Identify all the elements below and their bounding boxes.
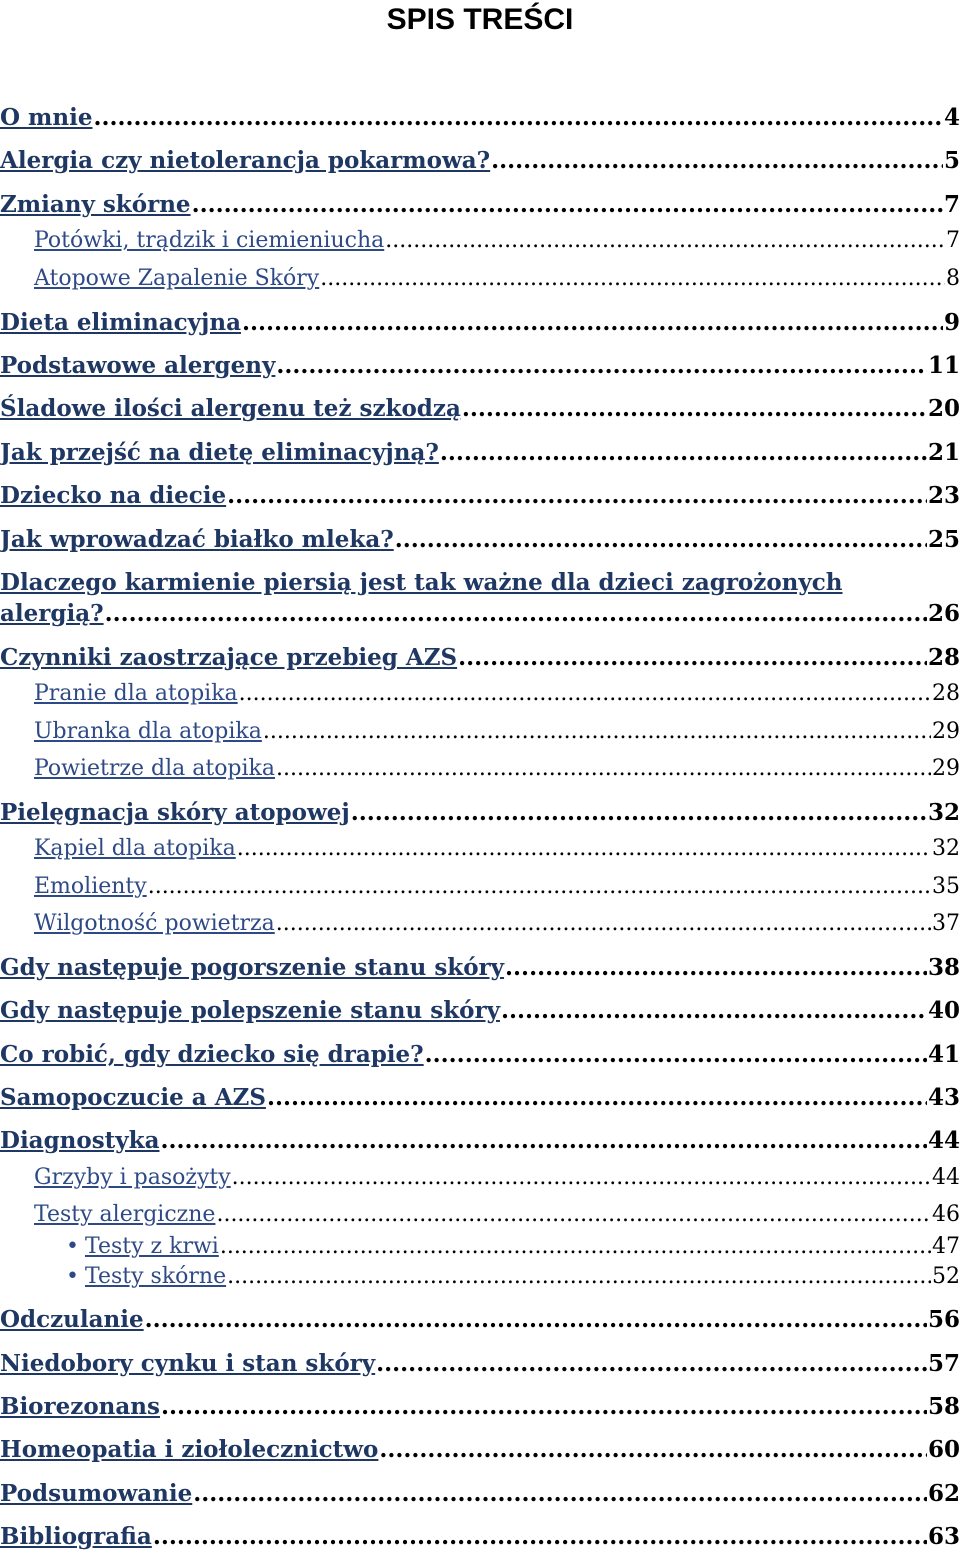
- toc-entry-label[interactable]: Potówki, trądzik i ciemieniucha: [34, 228, 385, 253]
- toc-page-number: 5: [943, 147, 960, 174]
- toc-entry-label[interactable]: Bibliografia: [0, 1523, 152, 1550]
- toc-entry-drapie[interactable]: [0, 1041, 960, 1068]
- dot-leader: [263, 719, 931, 744]
- dot-leader: [425, 1041, 927, 1068]
- dot-leader: [458, 644, 927, 671]
- toc-entry-label[interactable]: Gdy następuje pogorszenie stanu skóry: [0, 954, 505, 981]
- toc-subentry-potowki[interactable]: [0, 228, 960, 253]
- toc-entry-bialko[interactable]: [0, 526, 960, 553]
- dot-leader: [267, 1084, 927, 1111]
- toc-page-number: 44: [927, 1127, 960, 1154]
- dot-leader: [239, 681, 931, 706]
- toc-page-number: 63: [927, 1523, 960, 1550]
- toc-page-number: 25: [927, 526, 960, 553]
- toc-entry-label[interactable]: alergią?: [0, 600, 104, 627]
- toc-entry-alergia[interactable]: [0, 147, 960, 174]
- toc-entry-cynk[interactable]: [0, 1350, 960, 1377]
- toc-entry-odczulanie[interactable]: [0, 1306, 960, 1333]
- dot-leader: [276, 756, 931, 781]
- bullet-icon: •: [66, 1234, 79, 1259]
- dot-leader: [237, 836, 931, 861]
- toc-page-number: 4: [943, 104, 960, 131]
- toc-subentry-ubranka[interactable]: [0, 719, 960, 744]
- dot-leader: [93, 104, 943, 131]
- dot-leader: [462, 395, 927, 422]
- toc-page-number: 9: [943, 309, 960, 336]
- toc-page-number: 44: [932, 1165, 960, 1190]
- dot-leader: [385, 228, 945, 253]
- dot-leader: [379, 1436, 927, 1463]
- toc-entry-jak-przejsc[interactable]: [0, 439, 960, 466]
- toc-entry-label[interactable]: Dziecko na diecie: [0, 482, 227, 509]
- toc-subsubentry-testy-skorne[interactable]: [0, 1264, 960, 1289]
- toc-entry-o-mnie[interactable]: [0, 104, 960, 131]
- bullet-icon: •: [66, 1264, 79, 1289]
- toc-entry-label[interactable]: Wilgotność powietrza: [34, 911, 275, 936]
- toc-page-number: 37: [932, 911, 960, 936]
- toc-entry-homeopatia[interactable]: [0, 1436, 960, 1463]
- toc-entry-label[interactable]: Śladowe ilości alergenu też szkodzą: [0, 395, 461, 422]
- toc-entry-label[interactable]: Zmiany skórne: [0, 191, 191, 218]
- toc-entry-label[interactable]: Dieta eliminacyjna: [0, 309, 241, 336]
- toc-entry-karmienie[interactable]: [0, 600, 960, 627]
- toc-page-number: 29: [932, 719, 960, 744]
- toc-entry-label[interactable]: Pielęgnacja skóry atopowej: [0, 799, 350, 826]
- toc-subentry-grzyby[interactable]: [0, 1165, 960, 1190]
- toc-entry-label[interactable]: Testy alergiczne: [34, 1202, 216, 1227]
- dot-leader: [227, 482, 927, 509]
- dot-leader: [161, 1393, 927, 1420]
- toc-entry-label[interactable]: Co robić, gdy dziecko się drapie?: [0, 1041, 424, 1068]
- dot-leader: [351, 799, 927, 826]
- toc-entry-sladowe[interactable]: [0, 395, 960, 422]
- toc-page-number: 32: [932, 836, 960, 861]
- toc-entry-label[interactable]: Testy z krwi: [84, 1234, 219, 1259]
- dot-leader: [440, 439, 927, 466]
- toc-entry-label[interactable]: Alergia czy nietolerancja pokarmowa?: [0, 147, 491, 174]
- toc-page-number: 21: [927, 439, 960, 466]
- toc-entry-label[interactable]: Czynniki zaostrzające przebieg AZS: [0, 644, 458, 671]
- toc-entry-polepszenie[interactable]: [0, 997, 960, 1024]
- toc-page-number: 52: [932, 1264, 960, 1289]
- toc-entry-label[interactable]: Ubranka dla atopika: [34, 719, 262, 744]
- toc-entry-label[interactable]: Testy skórne: [84, 1264, 227, 1289]
- toc-entry-podsumowanie[interactable]: [0, 1480, 960, 1507]
- toc-entry-label[interactable]: Podstawowe alergeny: [0, 352, 276, 379]
- toc-entry-biorezonans[interactable]: [0, 1393, 960, 1420]
- toc-entry-pogorszenie[interactable]: [0, 954, 960, 981]
- toc-page-number: 7: [946, 228, 960, 253]
- toc-page-number: 62: [927, 1480, 960, 1507]
- toc-subentry-emolienty[interactable]: [0, 874, 960, 899]
- toc-entry-label[interactable]: Powietrze dla atopika: [34, 756, 276, 781]
- toc-subentry-testy-alergiczne[interactable]: [0, 1202, 960, 1227]
- dot-leader: [145, 1306, 927, 1333]
- toc-entry-label[interactable]: O mnie: [0, 104, 93, 131]
- dot-leader: [232, 1165, 931, 1190]
- toc-subentry-wilgotnosc[interactable]: [0, 911, 960, 936]
- toc-page-number: 7: [943, 191, 960, 218]
- toc-page-number: 28: [932, 681, 960, 706]
- toc-entry-diagnostyka[interactable]: [0, 1127, 960, 1154]
- dot-leader: [193, 1480, 927, 1507]
- dot-leader: [242, 309, 943, 336]
- toc-page-number: 8: [946, 266, 960, 291]
- toc-page-number: 20: [927, 395, 960, 422]
- toc-entry-label[interactable]: Jak przejść na dietę eliminacyjną?: [0, 439, 439, 466]
- toc-page-number: 35: [932, 874, 960, 899]
- dot-leader: [148, 874, 931, 899]
- toc-page-number: 60: [927, 1436, 960, 1463]
- toc-entry-label[interactable]: Diagnostyka: [0, 1127, 160, 1154]
- dot-leader: [276, 911, 931, 936]
- toc-page-number: 32: [927, 799, 960, 826]
- toc-entry-label[interactable]: Grzyby i pasożyty: [34, 1165, 231, 1190]
- dot-leader: [161, 1127, 927, 1154]
- dot-leader: [153, 1523, 927, 1550]
- toc-entry-samopoczucie[interactable]: [0, 1084, 960, 1111]
- toc-page-number: 47: [932, 1234, 960, 1259]
- toc-page-number: 46: [932, 1202, 960, 1227]
- dot-leader: [276, 352, 927, 379]
- toc-entry-label[interactable]: Kąpiel dla atopika: [34, 836, 236, 861]
- dot-leader: [216, 1202, 931, 1227]
- toc-entry-bibliografia[interactable]: [0, 1523, 960, 1550]
- toc-entry-dieta[interactable]: [0, 309, 960, 336]
- dot-leader: [395, 526, 927, 553]
- toc-entry-label[interactable]: Emolienty: [34, 874, 147, 899]
- toc-page-number: 40: [927, 997, 960, 1024]
- toc-entry-label[interactable]: Jak wprowadzać białko mleka?: [0, 526, 394, 553]
- toc-entry-label[interactable]: Gdy następuje polepszenie stanu skóry: [0, 997, 500, 1024]
- toc-page-number: 26: [927, 600, 960, 627]
- toc-entry-label[interactable]: Samopoczucie a AZS: [0, 1084, 266, 1111]
- toc-page-number: 56: [927, 1306, 960, 1333]
- dot-leader: [220, 1234, 931, 1259]
- toc-page-number: 43: [927, 1084, 960, 1111]
- dot-leader: [227, 1264, 931, 1289]
- toc-page-number: 23: [927, 482, 960, 509]
- toc-entry-label[interactable]: Homeopatia i ziołolecznictwo: [0, 1436, 379, 1463]
- dot-leader: [501, 997, 927, 1024]
- toc-entry-czynniki[interactable]: [0, 644, 960, 671]
- toc-page-number: 57: [927, 1350, 960, 1377]
- toc-entry-label[interactable]: Atopowe Zapalenie Skóry: [34, 266, 320, 291]
- dot-leader: [192, 191, 943, 218]
- dot-leader: [320, 266, 945, 291]
- toc-entry-label[interactable]: Biorezonans: [0, 1393, 160, 1420]
- toc-entry-label[interactable]: Pranie dla atopika: [34, 681, 238, 706]
- toc-page-number: 58: [927, 1393, 960, 1420]
- toc-entry-pielegnacja[interactable]: [0, 799, 960, 826]
- toc-page-number: 38: [927, 954, 960, 981]
- toc-entry-label[interactable]: Podsumowanie: [0, 1480, 193, 1507]
- toc-page-number: 11: [927, 352, 960, 379]
- toc-entry-label[interactable]: Odczulanie: [0, 1306, 144, 1333]
- toc-entry-zmiany-skorne[interactable]: [0, 191, 960, 218]
- toc-entry-alergeny[interactable]: [0, 352, 960, 379]
- toc-subentry-azs[interactable]: [0, 266, 960, 291]
- toc-entry-label[interactable]: Niedobory cynku i stan skóry: [0, 1350, 376, 1377]
- toc-entry-label-line1[interactable]: Dlaczego karmienie piersią jest tak ważne dla dzieci zagrożonych: [0, 569, 843, 596]
- dot-leader: [376, 1350, 927, 1377]
- toc-subsubentry-testy-krwi[interactable]: [0, 1234, 960, 1259]
- dot-leader: [105, 600, 927, 627]
- dot-leader: [491, 147, 943, 174]
- toc-subentry-pranie[interactable]: [0, 681, 960, 706]
- toc-subentry-kapiel[interactable]: [0, 836, 960, 861]
- toc-page-number: 29: [932, 756, 960, 781]
- page-title: SPIS TREŚCI: [386, 3, 574, 36]
- toc-subentry-powietrze[interactable]: [0, 756, 960, 781]
- dot-leader: [505, 954, 927, 981]
- toc-entry-dziecko[interactable]: [0, 482, 960, 509]
- toc-page-number: 28: [927, 644, 960, 671]
- toc-page-number: 41: [927, 1041, 960, 1068]
